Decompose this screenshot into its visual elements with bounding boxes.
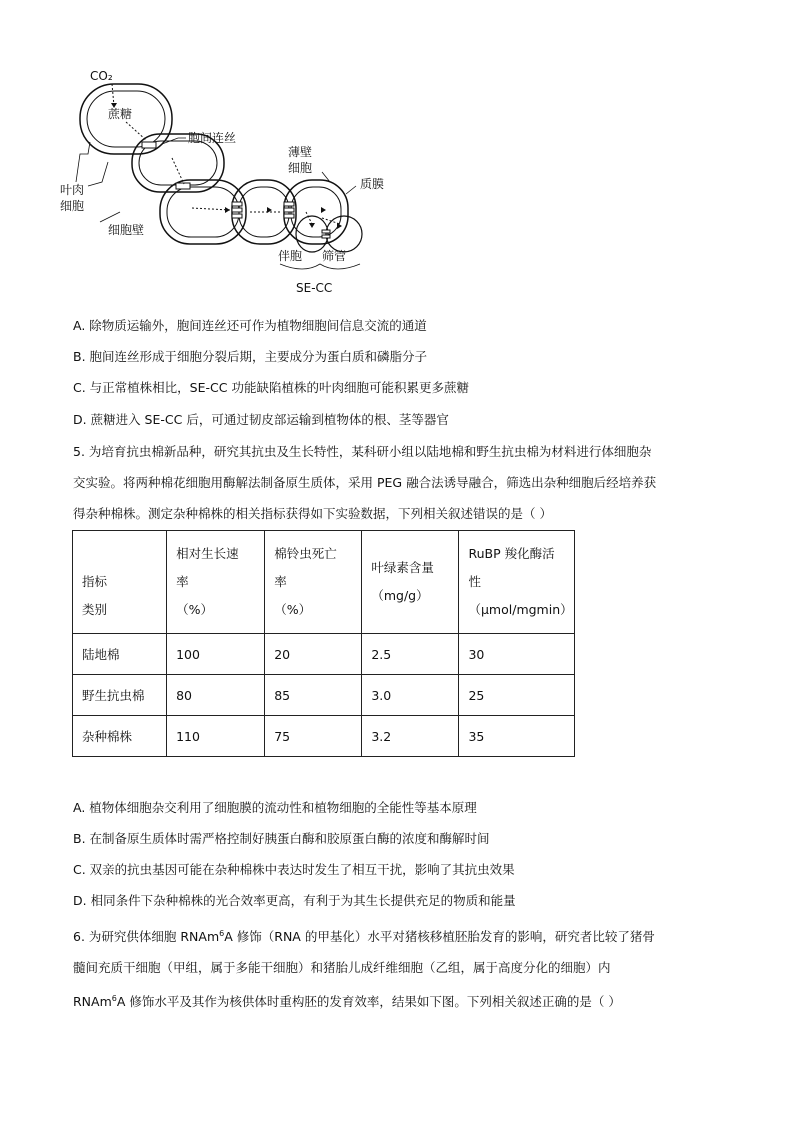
table-cell: 100 — [167, 634, 265, 675]
corner-bottom-label: 类别 — [82, 602, 108, 617]
se-cc-label: SE-CC — [296, 281, 333, 295]
parenchyma-inner-membrane — [291, 187, 341, 237]
q5-option-a: A. 植物体细胞杂交利用了细胞膜的流动性和植物细胞的全能性等基本原理 — [73, 800, 477, 815]
q5-stem-line-2: 交实验。将两种棉花细胞用酶解法制备原生质体，采用 PEG 融合法诱导融合，筛选出杂种细胞后经培养获 — [73, 475, 657, 490]
table-cell: 35 — [459, 716, 575, 757]
phloem-loading-diagram — [60, 62, 400, 312]
table-cell: 3.0 — [362, 675, 459, 716]
table-cell: 3.2 — [362, 716, 459, 757]
parenchyma-label-line2: 细胞 — [288, 161, 313, 175]
table-row — [73, 634, 575, 675]
corner-top-label: 指标 — [82, 574, 108, 589]
table-cell: 陆地棉 — [73, 634, 167, 675]
q4-option-a: A. 除物质运输外，胞间连丝还可作为植物细胞间信息交流的通道 — [73, 318, 427, 333]
mesophyll-label-line1: 叶肉 — [60, 183, 85, 197]
table-cell: 30 — [459, 634, 575, 675]
mesophyll-label-line2: 细胞 — [60, 199, 85, 213]
sucrose-label: 蔗糖 — [108, 107, 133, 121]
q5-stem-line-3: 得杂种棉株。测定杂种棉株的相关指标获得如下实验数据，下列相关叙述错误的是（ ） — [73, 506, 552, 521]
table-header-row — [73, 531, 575, 634]
q6-stem — [73, 918, 733, 1017]
header-chlorophyll: 叶绿素含量 （mg/g） — [362, 531, 459, 634]
plasmodesmata-label: 胞间连丝 — [188, 131, 237, 145]
table-cell: 2.5 — [362, 634, 459, 675]
header-bollworm-mortality: 棉铃虫死亡 率 （%） — [265, 531, 362, 634]
header-growth-rate: 相对生长速 率 （%） — [167, 531, 265, 634]
q6-stem-line-1: 6. 为研究供体细胞 RNAm$^6$A 修饰（RNA 的甲基化）水平对猪核移植胚胎发育的影响，研究者比较了猪骨 — [73, 929, 655, 945]
table-cell: 25 — [459, 675, 575, 716]
table-cell: 110 — [167, 716, 265, 757]
table-cell: 20 — [265, 634, 362, 675]
q6-stem-line-3: RNAm$^6$A 修饰水平及其作为核供体时重构胚的发育效率，结果如下图。下列相关叙述正确的是（ ） — [73, 994, 621, 1010]
table-row — [73, 675, 575, 716]
plasma-membrane-label: 质膜 — [360, 177, 385, 191]
table-row — [73, 716, 575, 757]
q5-data-table — [72, 530, 575, 757]
table-cell: 85 — [265, 675, 362, 716]
q5-option-d: D. 相同条件下杂种棉株的光合效率更高，有利于为其生长提供充足的物质和能量 — [73, 893, 516, 908]
q4-option-b: B. 胞间连丝形成于细胞分裂后期，主要成分为蛋白质和磷脂分子 — [73, 349, 428, 364]
q5-stem-line-1: 5. 为培育抗虫棉新品种，研究其抗虫及生长特性，某科研小组以陆地棉和野生抗虫棉为材料进行体细胞杂 — [73, 444, 652, 459]
parenchyma-label-line1: 薄壁 — [288, 145, 313, 159]
co2-label: CO₂ — [90, 69, 113, 83]
q5-stem — [73, 436, 733, 529]
table-cell: 杂种棉株 — [73, 716, 167, 757]
q4-option-d: D. 蔗糖进入 SE-CC 后，可通过韧皮部运输到植物体的根、茎等器官 — [73, 412, 449, 427]
q6-stem-line-2: 髓间充质干细胞（甲组，属于多能干细胞）和猪胎儿成纤维细胞（乙组，属于高度分化的细胞）内 — [73, 960, 611, 976]
table-corner-cell — [73, 531, 167, 634]
companion-cell-label: 伴胞 — [278, 249, 303, 263]
label-leader-lines — [76, 138, 360, 269]
header-rubp-activity: RuBP 羧化酶活 性 （μmol/mgmin） — [459, 531, 575, 634]
sieve-tube-label: 筛管 — [322, 249, 347, 263]
table-cell: 75 — [265, 716, 362, 757]
table-cell: 野生抗虫棉 — [73, 675, 167, 716]
cell-3-inner-membrane — [167, 187, 239, 237]
q5-option-c: C. 双亲的抗虫基因可能在杂种棉株中表达时发生了相互干扰，影响了其抗虫效果 — [73, 862, 515, 877]
table-cell: 80 — [167, 675, 265, 716]
q4-option-c: C. 与正常植株相比，SE-CC 功能缺陷植株的叶肉细胞可能积累更多蔗糖 — [73, 380, 469, 395]
companion-cell — [296, 216, 328, 252]
cell-wall-label: 细胞壁 — [108, 223, 145, 237]
q5-option-b: B. 在制备原生质体时需严格控制好胰蛋白酶和胶原蛋白酶的浓度和酶解时间 — [73, 831, 490, 846]
